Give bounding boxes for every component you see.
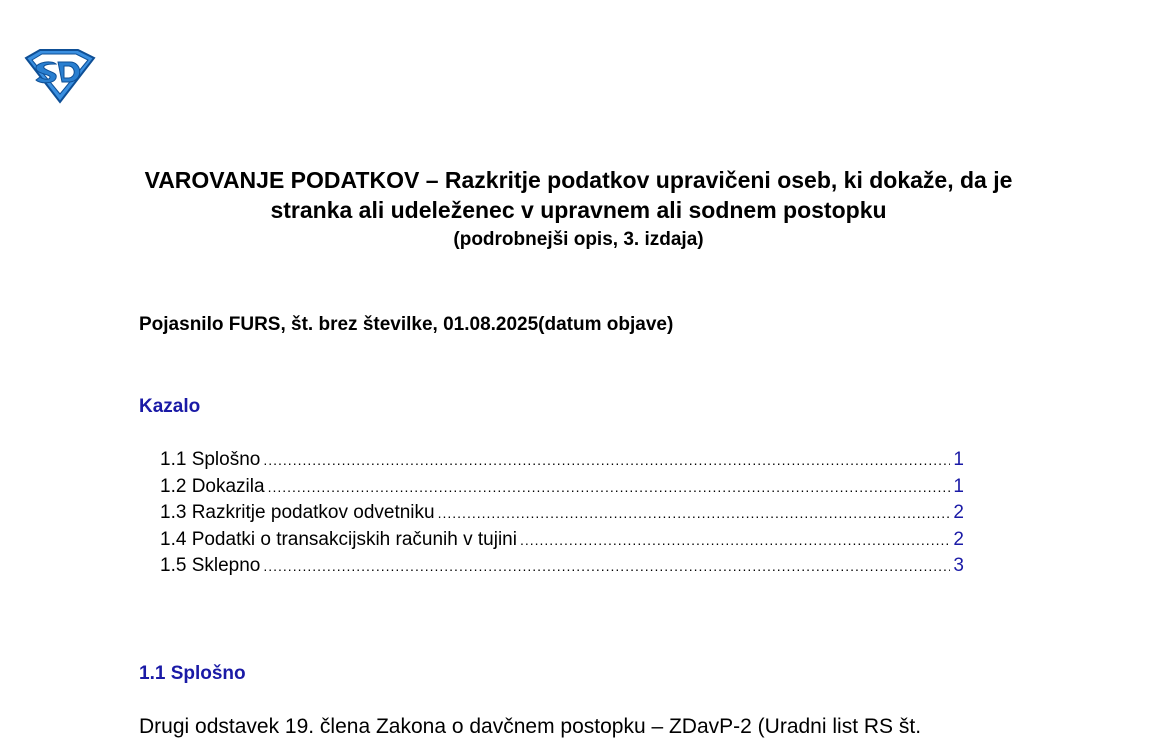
toc-leader-dots	[438, 500, 951, 527]
toc-leader-dots	[520, 527, 950, 554]
toc-entry-page: 2	[953, 528, 964, 550]
toc-entry-label: 1.4 Podatki o transakcijskih računih v tujini	[160, 528, 517, 550]
toc-entry-sklepno[interactable]	[160, 553, 964, 580]
document-title: VAROVANJE PODATKOV – Razkritje podatkov upravičeni oseb, ki dokaže, da je stranka ali udeleženec v upravnem ali sodnem postopku	[144, 167, 1013, 223]
toc-entry-razkritje[interactable]	[160, 500, 964, 527]
sd-shield-logo-icon	[22, 48, 96, 104]
toc-entry-page: 1	[953, 475, 964, 497]
toc-entry-dokazila[interactable]	[160, 474, 964, 501]
toc-entry-page: 1	[953, 449, 964, 470]
toc-leader-dots	[263, 553, 950, 580]
toc-entry-label: 1.2 Dokazila	[160, 475, 265, 497]
toc-entry-label: 1.1 Splošno	[160, 449, 261, 470]
toc-heading: Kazalo	[139, 396, 201, 417]
toc-entry-page: 3	[953, 555, 964, 576]
body-paragraph: Drugi odstavek 19. člena Zakona o davčnem postopku – ZDavP-2 (Uradni list RS št.	[139, 715, 922, 738]
toc-entry-page: 2	[953, 502, 964, 523]
toc-entry-label: 1.3 Razkritje podatkov odvetniku	[160, 502, 435, 523]
toc-entry-label: 1.5 Sklepno	[160, 555, 261, 576]
toc-leader-dots	[263, 447, 950, 474]
document-title-block	[110, 165, 1047, 252]
toc-entry-podatki[interactable]	[160, 527, 964, 554]
toc-entry-splosno[interactable]	[160, 447, 964, 474]
toc-leader-dots	[268, 474, 951, 501]
table-of-contents	[160, 447, 964, 580]
document-subtitle: (podrobnejši opis, 3. izdaja)	[453, 229, 704, 250]
document-meta: Pojasnilo FURS, št. brez številke, 01.08.2025(datum objave)	[139, 314, 674, 335]
section-heading: 1.1 Splošno	[139, 663, 246, 684]
